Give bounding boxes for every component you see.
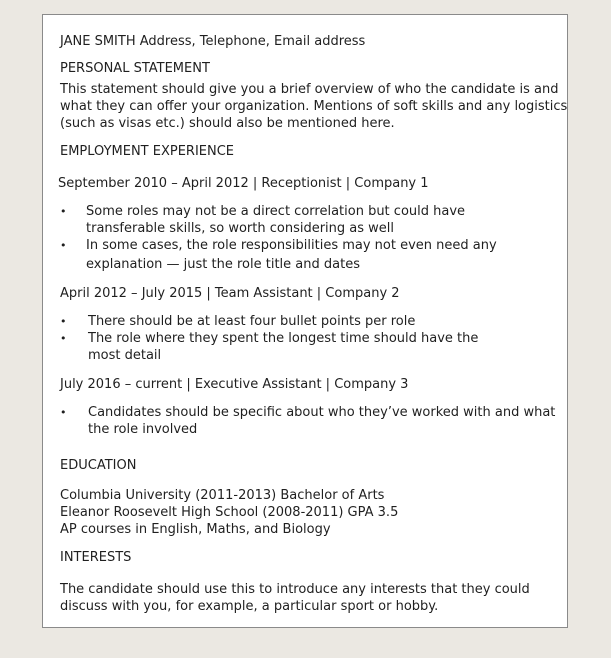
bullet-line: In some cases, the role responsibilities may not even need any <box>86 238 497 253</box>
resume-page <box>42 14 568 628</box>
job-title: April 2012 – July 2015 | Team Assistant | Company 2 <box>60 286 400 301</box>
education-line: Eleanor Roosevelt High School (2008-2011) GPA 3.5 <box>60 505 399 520</box>
personal-statement-heading: PERSONAL STATEMENT <box>60 61 210 76</box>
bullet-line: explanation — just the role title and dates <box>86 257 360 272</box>
personal-statement-line: This statement should give you a brief overview of who the candidate is and <box>60 82 559 97</box>
bullet-line: There should be at least four bullet points per role <box>88 314 416 329</box>
education-heading: EDUCATION <box>60 458 137 473</box>
bullet-icon: • <box>60 332 67 345</box>
bullet-icon: • <box>60 315 67 328</box>
education-line: AP courses in English, Maths, and Biology <box>60 522 331 537</box>
job-title: July 2016 – current | Executive Assistant | Company 3 <box>60 377 409 392</box>
job-title: September 2010 – April 2012 | Receptionist | Company 1 <box>58 176 429 191</box>
bullet-line: The role where they spent the longest time should have the <box>88 331 479 346</box>
bullet-icon: • <box>60 205 67 218</box>
personal-statement-line: (such as visas etc.) should also be mentioned here. <box>60 116 395 131</box>
personal-statement-line: what they can offer your organization. Mentions of soft skills and any logistics <box>60 99 568 114</box>
interests-line: The candidate should use this to introduce any interests that they could <box>60 582 530 597</box>
bullet-line: most detail <box>88 348 162 363</box>
bullet-line: Candidates should be specific about who they’ve worked with and what <box>88 405 556 420</box>
resume-header: JANE SMITH Address, Telephone, Email address <box>60 34 366 49</box>
bullet-line: the role involved <box>88 422 198 437</box>
interests-line: discuss with you, for example, a particular sport or hobby. <box>60 599 439 614</box>
bullet-icon: • <box>60 406 67 419</box>
bullet-line: transferable skills, so worth considering as well <box>86 221 395 236</box>
bullet-icon: • <box>60 239 67 252</box>
education-line: Columbia University (2011-2013) Bachelor of Arts <box>60 488 385 503</box>
employment-heading: EMPLOYMENT EXPERIENCE <box>60 144 235 159</box>
interests-heading: INTERESTS <box>60 550 132 565</box>
bullet-line: Some roles may not be a direct correlation but could have <box>86 204 466 219</box>
